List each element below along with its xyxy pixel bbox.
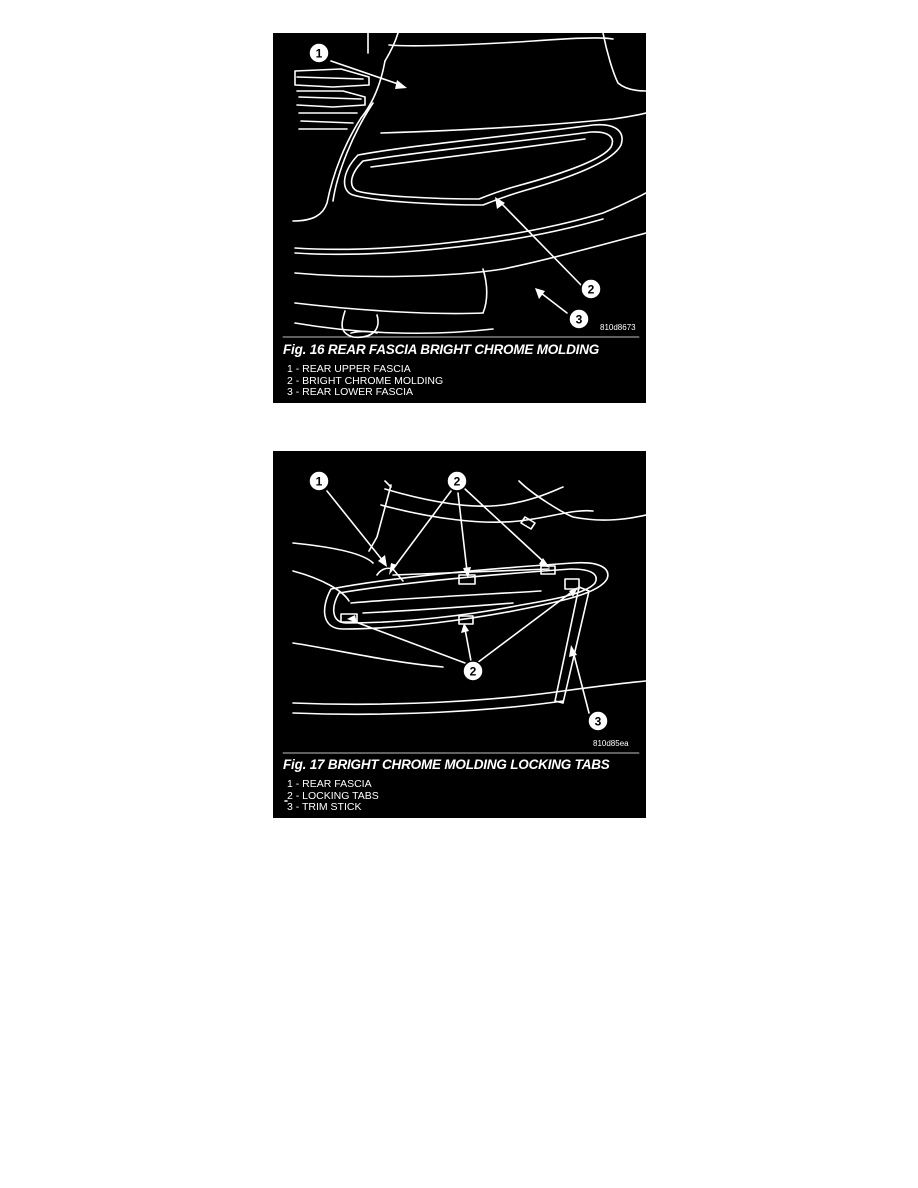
callout-2-label: 2 xyxy=(587,282,595,297)
legend-item: 1 - REAR FASCIA xyxy=(287,778,372,790)
legend-item: 2 - LOCKING TABS xyxy=(287,789,379,802)
figure-caption: Fig. 17 BRIGHT CHROME MOLDING LOCKING TABS xyxy=(283,757,610,772)
callout-1-label: 1 xyxy=(315,474,323,489)
figure-17 xyxy=(273,451,646,818)
legend-item: 2 - BRIGHT CHROME MOLDING xyxy=(287,374,444,387)
callout-2-top-label: 2 xyxy=(453,474,461,489)
legend-item: 3 - TRIM STICK xyxy=(287,801,362,813)
legend-item: 1 - REAR UPPER FASCIA xyxy=(287,363,411,375)
figure-caption: Fig. 16 REAR FASCIA BRIGHT CHROME MOLDING xyxy=(283,342,600,357)
callout-3-label: 3 xyxy=(594,714,602,729)
figure-16 xyxy=(273,33,646,403)
figure-legend xyxy=(287,779,379,814)
callout-3-label: 3 xyxy=(575,312,583,327)
figure-legend xyxy=(287,364,443,399)
legend-item: 3 - REAR LOWER FASCIA xyxy=(287,386,414,398)
figure-code: 810d8673 xyxy=(600,323,636,332)
figure-code: 810d85ea xyxy=(593,739,629,748)
callout-2-bottom-label: 2 xyxy=(469,664,477,679)
callout-1-label: 1 xyxy=(315,46,323,61)
